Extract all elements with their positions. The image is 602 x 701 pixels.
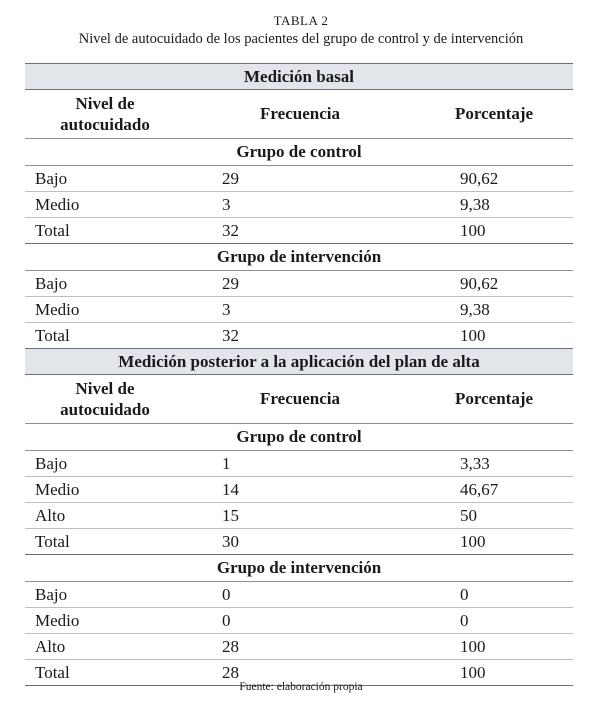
column-header-row [25,90,573,139]
cell-percentage: 0 [415,608,573,634]
cell-percentage: 90,62 [415,271,573,297]
cell-level: Total [25,529,185,555]
cell-level: Alto [25,634,185,660]
cell-percentage: 46,67 [415,477,573,503]
table-row [25,192,573,218]
table-row [25,271,573,297]
cell-percentage: 0 [415,582,573,608]
column-header-percentage: Porcentaje [415,375,573,424]
self-care-table [25,63,573,686]
group-title: Grupo de control [25,424,573,451]
cell-level: Bajo [25,166,185,192]
group-header-row [25,555,573,582]
cell-frequency: 3 [185,192,415,218]
cell-level: Bajo [25,271,185,297]
column-header-level-line1: Nivel de [75,379,135,398]
cell-percentage: 100 [415,218,573,244]
cell-level: Bajo [25,451,185,477]
table-row [25,477,573,503]
group-header-row [25,244,573,271]
cell-frequency: 15 [185,503,415,529]
section-title: Medición basal [25,64,573,90]
column-header-row [25,375,573,424]
cell-frequency: 29 [185,271,415,297]
cell-percentage: 9,38 [415,297,573,323]
section-title: Medición posterior a la aplicación del plan de alta [25,349,573,375]
cell-level: Total [25,660,185,686]
cell-percentage: 100 [415,529,573,555]
cell-frequency: 3 [185,297,415,323]
group-title: Grupo de intervención [25,555,573,582]
group-title: Grupo de intervención [25,244,573,271]
cell-level: Total [25,323,185,349]
cell-frequency: 32 [185,218,415,244]
table-row [25,608,573,634]
cell-percentage: 100 [415,323,573,349]
table-row [25,582,573,608]
cell-level: Bajo [25,582,185,608]
cell-level: Alto [25,503,185,529]
table-row [25,529,573,555]
source-note: Fuente: elaboración propia [239,681,363,693]
cell-frequency: 29 [185,166,415,192]
cell-frequency: 28 [185,634,415,660]
table-title: Nivel de autocuidado de los pacientes del grupo de control y de intervención [78,31,524,47]
column-header-level-line2: autocuidado [60,400,150,419]
column-header-percentage: Porcentaje [415,90,573,139]
column-header-level-line1: Nivel de [75,94,135,113]
cell-level: Total [25,218,185,244]
table-number: TABLA 2 [273,13,329,28]
cell-percentage: 90,62 [415,166,573,192]
column-header-frequency: Frecuencia [185,375,415,424]
cell-percentage: 100 [415,660,573,686]
table-row [25,166,573,192]
section-header-row [25,349,573,375]
cell-frequency: 1 [185,451,415,477]
table-row [25,297,573,323]
cell-level: Medio [25,192,185,218]
cell-level: Medio [25,477,185,503]
table-row [25,451,573,477]
cell-frequency: 32 [185,323,415,349]
cell-frequency: 30 [185,529,415,555]
table-row [25,323,573,349]
column-header-level [25,375,185,424]
column-header-level-line2: autocuidado [60,115,150,134]
section-header-row [25,64,573,90]
cell-percentage: 100 [415,634,573,660]
cell-frequency: 14 [185,477,415,503]
cell-level: Medio [25,297,185,323]
cell-percentage: 50 [415,503,573,529]
group-header-row [25,424,573,451]
cell-frequency: 28 [185,660,415,686]
column-header-level [25,90,185,139]
group-header-row [25,139,573,166]
data-table-container [25,63,573,686]
group-title: Grupo de control [25,139,573,166]
table-row [25,503,573,529]
column-header-frequency: Frecuencia [185,90,415,139]
table-row [25,218,573,244]
cell-frequency: 0 [185,582,415,608]
table-row [25,634,573,660]
cell-percentage: 3,33 [415,451,573,477]
cell-frequency: 0 [185,608,415,634]
cell-percentage: 9,38 [415,192,573,218]
cell-level: Medio [25,608,185,634]
